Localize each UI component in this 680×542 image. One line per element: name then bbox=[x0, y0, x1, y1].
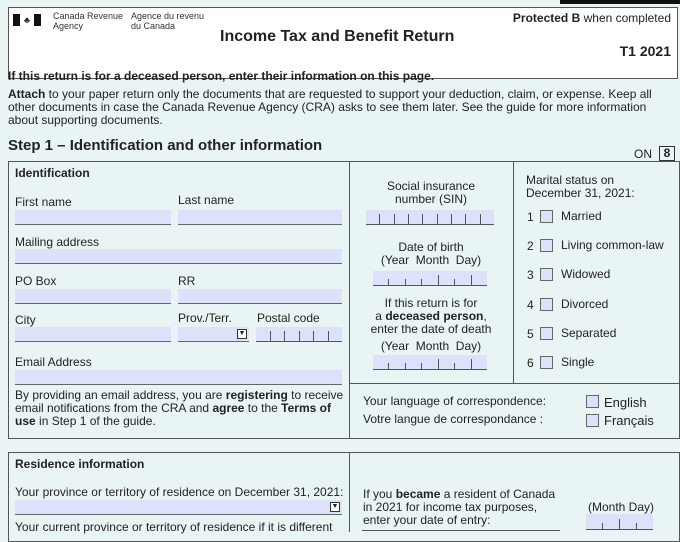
marital-label: Divorced bbox=[561, 297, 609, 311]
protected-rest: when completed bbox=[580, 11, 671, 25]
postal-label: Postal code bbox=[257, 311, 320, 325]
marital-label: Separated bbox=[561, 326, 617, 340]
mailing-address-label: Mailing address bbox=[15, 235, 100, 249]
marital-num: 6 bbox=[527, 356, 534, 370]
marital-title: Marital status on December 31, 2021: bbox=[526, 173, 635, 200]
t: registering bbox=[225, 388, 288, 402]
married-checkbox[interactable] bbox=[540, 210, 553, 223]
entry-date-field[interactable] bbox=[586, 514, 653, 530]
email-label: Email Address bbox=[15, 355, 92, 369]
province-dec31-label: Your province or territory of residence on December 31, 2021: bbox=[15, 485, 344, 499]
francais-checkbox[interactable] bbox=[586, 414, 599, 427]
became-resident-label bbox=[363, 487, 555, 501]
step1-title: Step 1 – Identification and other information bbox=[8, 137, 323, 154]
deceased-label: If this return is for bbox=[384, 296, 478, 310]
t: a resident of Canada bbox=[440, 487, 556, 501]
on-label: ON bbox=[634, 147, 652, 161]
city-label: City bbox=[15, 313, 36, 327]
marital-label: Married bbox=[561, 209, 602, 223]
marital-label: Living common-law bbox=[561, 238, 664, 252]
t: By providing an email address, you are bbox=[15, 388, 226, 402]
marital-label: Widowed bbox=[561, 267, 611, 281]
marital-num: 3 bbox=[527, 268, 534, 282]
dob-label: Date of birth bbox=[398, 240, 464, 254]
city-field[interactable] bbox=[15, 327, 171, 342]
province-dec31-select[interactable] bbox=[15, 500, 342, 515]
marital-num: 2 bbox=[527, 239, 534, 253]
po-box-label: PO Box bbox=[15, 274, 57, 288]
on-value: 8 bbox=[659, 146, 675, 161]
became-resident-label: enter your date of entry: bbox=[363, 513, 491, 527]
terms-link[interactable]: Terms of use bbox=[15, 401, 331, 428]
attach-text: to your paper return only the documents that are requested to support your deduction, claim, or expense. Keep all other documents in case the Canada Revenue Agency (CRA) asks to see them later. See the guide for more information about supporting documents. bbox=[8, 87, 652, 127]
language-question-en: Your language of correspondence: bbox=[363, 394, 547, 408]
agency-fr: Agence du revenu du Canada bbox=[131, 11, 205, 31]
dob-format: (Year Month Day) bbox=[380, 253, 482, 267]
last-name-label: Last name bbox=[178, 193, 235, 207]
date-of-death-field[interactable] bbox=[373, 355, 487, 370]
marital-num: 5 bbox=[527, 327, 534, 341]
divider bbox=[513, 161, 514, 383]
marital-num: 1 bbox=[527, 210, 534, 224]
francais-label: Français bbox=[604, 413, 654, 428]
entry-date-format: (Month Day) bbox=[588, 500, 655, 514]
divorced-checkbox[interactable] bbox=[540, 298, 553, 311]
last-name-field[interactable] bbox=[178, 210, 342, 225]
first-name-label: First name bbox=[15, 195, 72, 209]
common-law-checkbox[interactable] bbox=[540, 239, 553, 252]
entry-underline bbox=[362, 530, 560, 531]
language-question-fr: Votre langue de correspondance : bbox=[363, 412, 544, 426]
became-resident-label: in 2021 for income tax purposes, bbox=[363, 500, 538, 514]
sin-label: Social insurance number (SIN) bbox=[386, 179, 476, 206]
t: If you bbox=[363, 487, 396, 501]
t: , bbox=[483, 309, 487, 323]
divider bbox=[349, 383, 680, 384]
form-title: Income Tax and Benefit Return bbox=[220, 28, 455, 45]
t: deceased person bbox=[385, 309, 484, 323]
english-checkbox[interactable] bbox=[586, 395, 599, 408]
agency-en: Canada Revenue Agency bbox=[53, 11, 124, 31]
sin-field[interactable] bbox=[366, 210, 494, 225]
t: became bbox=[395, 487, 441, 501]
chevron-down-icon: ▼ bbox=[331, 503, 339, 510]
canada-flag-logo: ♣ bbox=[13, 14, 41, 26]
prov-label: Prov./Terr. bbox=[178, 311, 232, 325]
deceased-label: enter the date of death bbox=[370, 322, 492, 336]
attach-note bbox=[8, 88, 678, 127]
form-id: T1 2021 bbox=[619, 43, 671, 59]
divider bbox=[349, 452, 350, 532]
top-black-bar bbox=[560, 0, 680, 4]
deceased-note: If this return is for a deceased person, enter their information on this page. bbox=[8, 69, 435, 83]
email-disclaimer bbox=[15, 389, 345, 428]
widowed-checkbox[interactable] bbox=[540, 268, 553, 281]
separated-checkbox[interactable] bbox=[540, 327, 553, 340]
chevron-down-icon: ▼ bbox=[238, 330, 246, 337]
residence-heading: Residence information bbox=[15, 457, 145, 471]
english-label: English bbox=[604, 395, 647, 410]
t: to receive email notifications from the CRA and bbox=[15, 388, 344, 415]
marital-label: Single bbox=[561, 355, 595, 369]
deceased-label bbox=[350, 309, 512, 323]
t: in Step 1 of the guide. bbox=[35, 414, 156, 428]
dob-field[interactable] bbox=[373, 271, 487, 286]
attach-bold: Attach bbox=[8, 87, 46, 101]
single-checkbox[interactable] bbox=[540, 356, 553, 369]
t: agree bbox=[212, 401, 245, 415]
protected-b bbox=[513, 11, 671, 25]
po-box-field[interactable] bbox=[15, 289, 171, 304]
current-province-label: Your current province or territory of residence if it is different bbox=[15, 520, 333, 534]
t: to the bbox=[244, 401, 282, 415]
prov-select[interactable] bbox=[178, 327, 249, 342]
dod-format: (Year Month Day) bbox=[380, 339, 482, 353]
mailing-address-field[interactable] bbox=[15, 249, 342, 264]
postal-code-field[interactable] bbox=[256, 327, 342, 342]
marital-num: 4 bbox=[527, 298, 534, 312]
t: a bbox=[375, 309, 386, 323]
email-field[interactable] bbox=[15, 370, 342, 385]
first-name-field[interactable] bbox=[15, 210, 171, 225]
identification-heading: Identification bbox=[15, 166, 90, 180]
rr-label: RR bbox=[178, 274, 196, 288]
rr-field[interactable] bbox=[178, 289, 342, 304]
protected-label: Protected B bbox=[512, 11, 581, 25]
